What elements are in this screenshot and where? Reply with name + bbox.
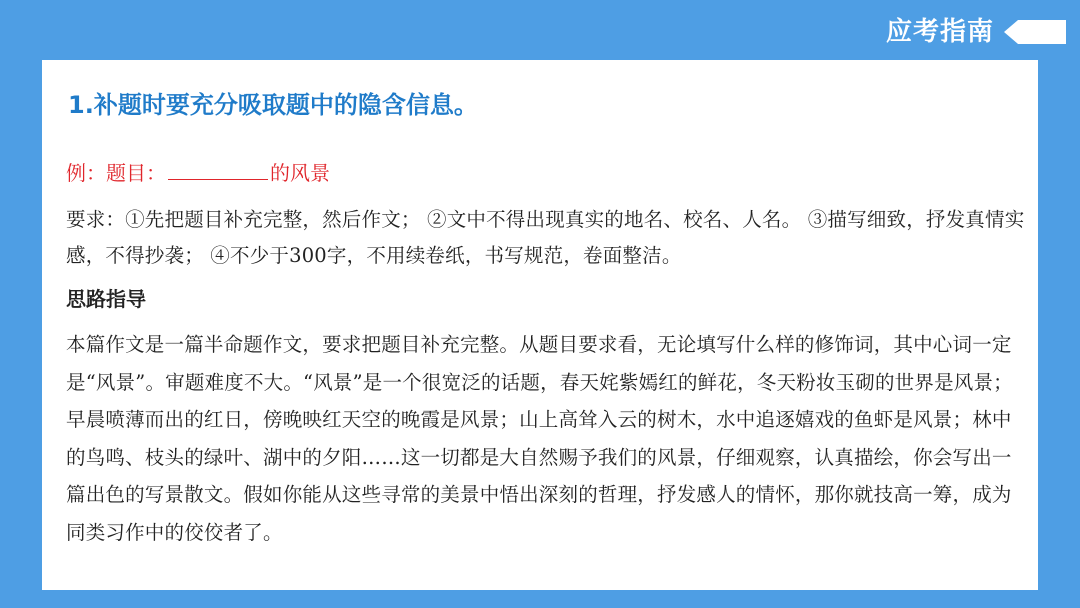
guide-heading: 思路指导 (66, 287, 146, 311)
page-heading: 1.补题时要充分吸取题中的隐含信息。 (68, 91, 478, 119)
example-line (66, 158, 330, 188)
requirements-text: 要求：①先把题目补充完整，然后作文； ②文中不得出现真实的地名、校名、人名。 ③描写细致，抒发真情实感，不得抄袭； ④不少于300字，不用续卷纸，书写规范，卷面整洁。 (66, 208, 1025, 267)
section-title: 应考指南 (886, 17, 995, 47)
example-prefix: 例：题目： (66, 161, 166, 185)
guide-body-text: 本篇作文是一篇半命题作文，要求把题目补充完整。从题目要求看，无论填写什么样的修饰词，其中心词一定是“风景”。审题难度不大。“风景”是一个很宽泛的话题，春天姹紫嫣红的鲜花，冬天粉妆玉砌的世界是风景；早晨喷薄而出的红日，傍晚映红天空的晚霞是风景；山上高耸入云的树木，水中追逐嬉戏的鱼虾是风景；林中的鸟鸣、枝头的绿叶、湖中的夕阳……这一切都是大自然赐予我们的风景，仔细观察，认真描绘，你会写出一篇出色的写景散文。假如你能从这些寻常的美景中悟出深刻的哲理，抒发感人的情怀，那你就技高一筹，成为同类习作中的佼佼者了。 (66, 333, 1013, 544)
tab-arrow-icon (1004, 20, 1066, 44)
content-panel (42, 60, 1038, 590)
blank-underline (168, 159, 268, 180)
example-suffix: 的风景 (270, 161, 330, 185)
